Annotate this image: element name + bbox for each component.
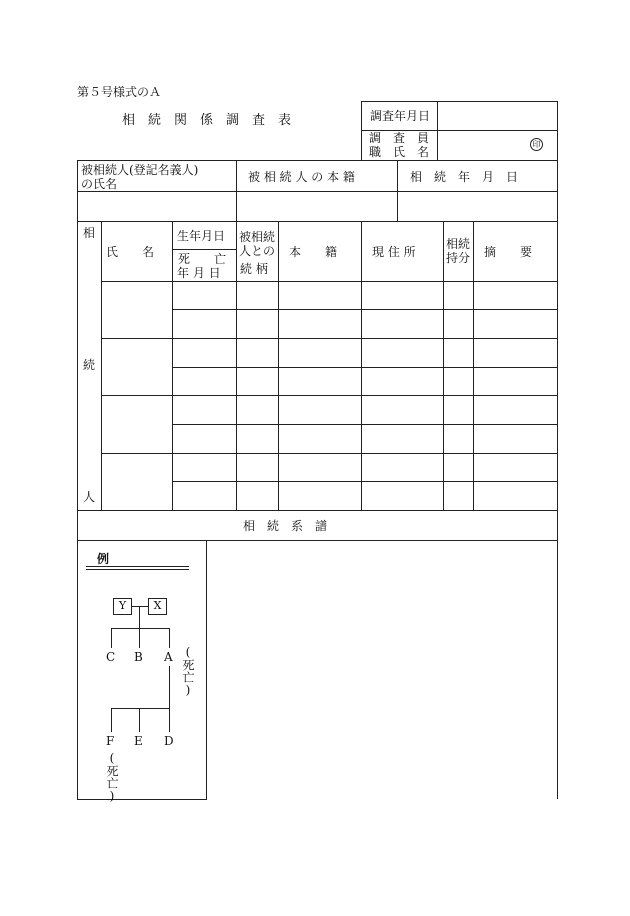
node-c: C (106, 650, 116, 664)
decedent-domicile-label: 被 相 続 人 の 本 籍 (248, 170, 355, 184)
node-a: A (164, 650, 173, 664)
form-number: 第５号様式のＡ (77, 85, 162, 99)
death-date-header: 死 亡 (178, 252, 227, 266)
heir-side-label-1: 相 (83, 226, 96, 240)
heir-name-header: 氏 名 (106, 245, 155, 259)
share-header: 相続 (446, 237, 471, 251)
heir-side-label-2: 続 (83, 358, 96, 372)
decedent-name-label: 被相続人(登記名義人) (81, 163, 199, 177)
birth-date-header: 生年月日 (177, 229, 226, 243)
node-y: Y (113, 598, 132, 615)
node-x: X (148, 598, 167, 615)
node-f: F (106, 734, 115, 748)
investigator-label: 調 査 員 (369, 131, 430, 145)
survey-date-label: 調査年月日 (370, 109, 431, 123)
node-f-deceased: (死亡) (105, 751, 119, 803)
investigator-name-label: 職 氏 名 (369, 145, 430, 159)
relation-header: 被相続 (239, 230, 276, 244)
example-label: 例 (97, 552, 110, 566)
genealogy-title: 相 続 系 譜 (243, 519, 328, 533)
share-header-2: 持分 (446, 251, 471, 265)
node-e: E (134, 734, 143, 748)
relation-header-2: 人との (239, 244, 276, 258)
node-b: B (134, 650, 143, 664)
death-date-header-2: 年 月 日 (177, 266, 221, 280)
decedent-name-label-2: の氏名 (81, 177, 118, 191)
heir-side-label-3: 人 (83, 490, 96, 504)
relation-header-3: 続 柄 (240, 262, 268, 276)
domicile-header: 本 籍 (289, 245, 338, 259)
seal-icon: 印 (530, 138, 543, 151)
address-header: 現 住 所 (372, 245, 416, 259)
node-d: D (164, 734, 174, 748)
form-title: 相 続 関 係 調 査 表 (122, 113, 292, 128)
node-a-deceased: (死亡) (181, 645, 195, 697)
example-underline (86, 566, 189, 567)
remarks-header: 摘 要 (484, 245, 533, 259)
inheritance-date-label: 相 続 年 月 日 (410, 170, 519, 184)
